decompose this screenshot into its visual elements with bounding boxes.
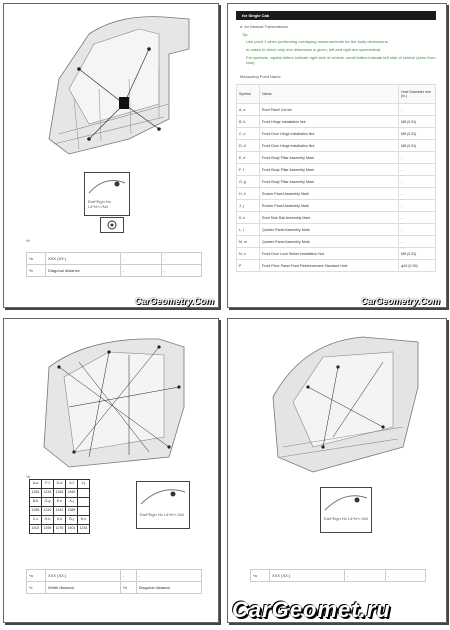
cell: 1589 [66, 507, 78, 516]
name: Quarter Panel Assembly Mark [260, 236, 399, 248]
tip-1: Use point 1 when performing overlaying measurements for the body dimensions. [246, 39, 389, 44]
table-row [237, 128, 436, 140]
page-4 [227, 318, 447, 623]
watermark-small: CarGeometry.Com [134, 296, 214, 306]
table-row [237, 176, 436, 188]
table-row [27, 265, 202, 277]
name: XXX (XX.) [270, 570, 345, 582]
table-title: Measuring Point Name [240, 74, 281, 79]
col-name: Name [260, 85, 399, 104]
tip-label: Tip: [242, 32, 249, 37]
table-row [237, 152, 436, 164]
measuring-point-table [236, 84, 436, 272]
name: Front Body Pillar Assembly Mark [260, 152, 399, 164]
cell: N-n [78, 516, 90, 525]
cell [78, 489, 90, 498]
c2: Diagonal distance [136, 582, 201, 594]
name: Front Door Lock Striker Installation Nut [260, 248, 399, 260]
name: Front Door Hinge Installation Nut [260, 140, 399, 152]
cell: 1395 [42, 525, 54, 534]
detail-callout [320, 487, 372, 533]
cell: 1501 [66, 525, 78, 534]
sym: F, f [237, 164, 260, 176]
c2: - [161, 253, 202, 265]
name: Front Floor Panel Front Reinforcement Standard Hole [260, 260, 399, 272]
col-symbol: Symbol [237, 85, 260, 104]
name: Front Door Hinge Installation Nut [260, 128, 399, 140]
page-3 [3, 318, 219, 623]
hole-callout [100, 217, 124, 233]
detail-callout [84, 172, 130, 216]
cell: F-f [42, 480, 54, 489]
legend-row [30, 480, 90, 489]
watermark-logo: CarGeomet.ru [232, 597, 391, 622]
c2: - [385, 570, 426, 582]
dia: - [399, 188, 436, 200]
cell [78, 498, 90, 507]
callout-label: Earl*Eign Ho L4*N+/-/N4 [88, 199, 111, 209]
cell: B-j [66, 516, 78, 525]
name: Diagonal distance [46, 265, 121, 277]
cell: A-a [30, 480, 42, 489]
dia: M8 (0.31) [399, 248, 436, 260]
cell: 1354 [30, 489, 42, 498]
table-row [237, 200, 436, 212]
table-row [237, 212, 436, 224]
legend-row [30, 507, 90, 516]
sym: D, d [237, 140, 260, 152]
section-title: a. for Manual Transmission [240, 24, 289, 29]
sym: C, c [237, 128, 260, 140]
c1: *d [121, 582, 137, 594]
dia: M8 (0.31) [399, 128, 436, 140]
legend-table [250, 569, 426, 582]
sym: N, n [237, 248, 260, 260]
page-2 [227, 3, 447, 308]
sym: K, k [237, 212, 260, 224]
table-row [237, 116, 436, 128]
cell: B-b [30, 498, 42, 507]
col-diameter: Hole Diameter mm (in.) [399, 85, 436, 104]
dia: M8 (0.31) [399, 140, 436, 152]
sym: *b [27, 265, 46, 277]
sym: *a [27, 570, 46, 582]
table-row [237, 140, 436, 152]
name: Roof Panel Corner [260, 104, 399, 116]
distance-legend [29, 479, 90, 534]
watermark-small: CarGeometry.Com [360, 296, 440, 306]
sym: *a [251, 570, 270, 582]
name: XXX (XX.) [46, 253, 121, 265]
body-diagram [29, 9, 194, 164]
body-diagram [29, 327, 194, 472]
callout-label: Earl*Eign Ho L4*N+/-/N4 [324, 516, 368, 521]
cell: 1234 [42, 489, 54, 498]
page-1 [3, 3, 219, 308]
sym: M, m [237, 236, 260, 248]
legend-row [30, 516, 90, 525]
legend-row [30, 525, 90, 534]
table-row [237, 260, 436, 272]
c2: - [136, 570, 201, 582]
sym: G, g [237, 176, 260, 188]
ref-mark: *A [26, 474, 31, 479]
ref-mark: *b [26, 238, 30, 243]
sym: H, h [237, 188, 260, 200]
cell: E-e [54, 498, 66, 507]
table-row [237, 164, 436, 176]
table-row [237, 188, 436, 200]
cell: H-h [42, 516, 54, 525]
table-header [237, 85, 436, 104]
c2: - [161, 265, 202, 277]
sym: J, j [237, 200, 260, 212]
cell: 1345 [54, 489, 66, 498]
sym: *c [27, 582, 46, 594]
name: XXX (XX.) [46, 570, 121, 582]
cell: G-g [42, 498, 54, 507]
legend-table [26, 569, 202, 594]
cell: C-c [30, 516, 42, 525]
name: Rocker Panel Assembly Mark [260, 200, 399, 212]
cell [78, 507, 90, 516]
legend-row [30, 498, 90, 507]
sym: E, e [237, 152, 260, 164]
dia: - [399, 104, 436, 116]
table-row [237, 224, 436, 236]
tip-3: For symbols, capital letters indicate right side of vehicle, small letters indicate left side of vehicle (seen from rear). [246, 55, 436, 65]
cell: 1442 [54, 507, 66, 516]
table-row [237, 104, 436, 116]
dia: - [399, 176, 436, 188]
dia: φ10 (0.39) [399, 260, 436, 272]
table-row [237, 248, 436, 260]
name: Front Hinge Installation Nut [260, 116, 399, 128]
name: Front Body Pillar Assembly Mark [260, 164, 399, 176]
cell: D-d [54, 480, 66, 489]
table-row [27, 582, 202, 594]
sym: L, l [237, 224, 260, 236]
cell: 1460 [66, 489, 78, 498]
table-row [27, 570, 202, 582]
cell: 1276 [54, 525, 66, 534]
c1: - [345, 570, 386, 582]
cell: 1310 [42, 507, 54, 516]
cell: K-k [54, 516, 66, 525]
section-header: for Single Cab [236, 11, 436, 20]
sym: B, b [237, 116, 260, 128]
tip-2: In cases in which only one dimension is given, left and right are symmetrical. [246, 47, 382, 52]
cell: J-j [78, 480, 90, 489]
table-row [27, 253, 202, 265]
dia: - [399, 224, 436, 236]
c1: - [121, 570, 137, 582]
legend-table [26, 252, 202, 277]
name: Width distance [46, 582, 121, 594]
dia: - [399, 236, 436, 248]
cell: A-j [66, 498, 78, 507]
cell: 1289 [30, 507, 42, 516]
dia: - [399, 152, 436, 164]
cell: A-f [66, 480, 78, 489]
dia: - [399, 164, 436, 176]
dia: - [399, 212, 436, 224]
name: Quarter Panel Assembly Mark [260, 224, 399, 236]
table-row [251, 570, 426, 582]
c1: - [121, 253, 162, 265]
sym: P [237, 260, 260, 272]
dia: M8 (0.31) [399, 116, 436, 128]
sym: A, a [237, 104, 260, 116]
name: Front Body Pillar Assembly Mark [260, 176, 399, 188]
name: Roof Side Rail Assembly Mark [260, 212, 399, 224]
cell: 1402 [30, 525, 42, 534]
cell: 1234 [78, 525, 90, 534]
dia: - [399, 200, 436, 212]
sym: *a [27, 253, 46, 265]
table-row [237, 236, 436, 248]
legend-row [30, 489, 90, 498]
detail-callout [136, 481, 190, 529]
callout-label: Earl*Eign Ho L4*N+/-/N4 [140, 512, 184, 517]
c1: - [121, 265, 162, 277]
body-diagram [253, 327, 423, 477]
name: Rocker Panel Assembly Mark [260, 188, 399, 200]
